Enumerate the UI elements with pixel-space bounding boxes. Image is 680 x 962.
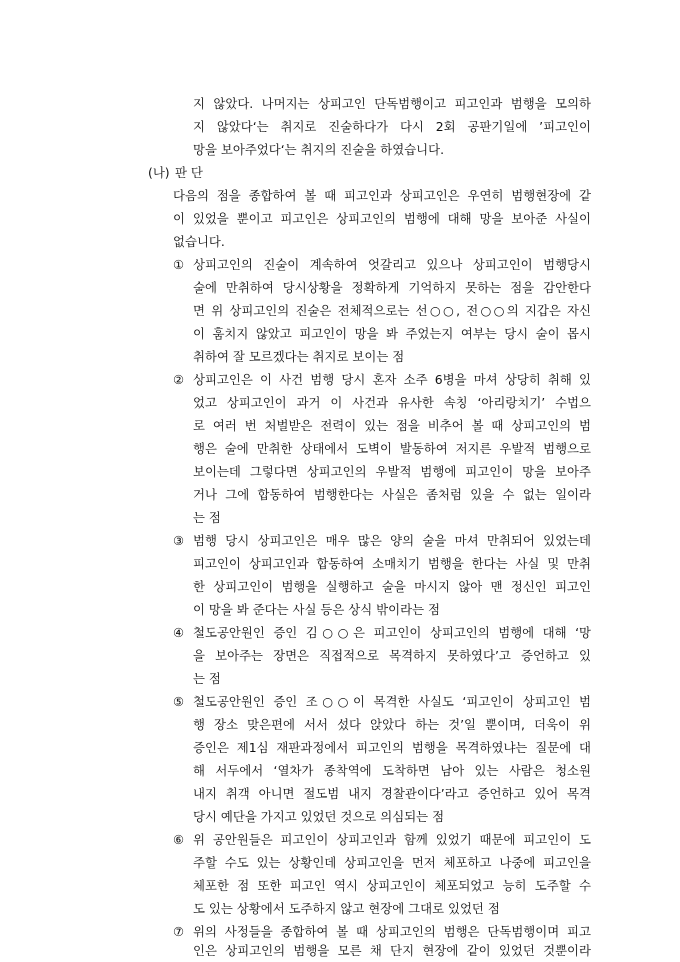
intro-line-2: 지 않았다‘는 취지로 진술하다가 다시 2회 공판기일에 ’피고인이 [193,119,591,134]
item-3-line-3: 한 상피고인이 범행을 실행하고 술을 마시지 않아 맨 정신인 피고인 [193,579,591,594]
item-5-line-5: 내지 취객 아니면 절도범 내지 경찰관이다’라고 증언하고 있어 목격 [193,786,591,801]
item-4-line-3: 는 점 [193,671,221,686]
item-3-line-4: 이 망을 봐 준다는 사실 등은 상식 밖이라는 점 [193,602,440,617]
item-2-line-4: 행은 술에 만취한 상태에서 도벽이 발동하여 저지른 우발적 범행으로 [193,441,591,456]
item-2-line-1: 상피고인은 이 사건 범행 당시 혼자 소주 6병을 마셔 상당히 취해 있 [193,372,591,387]
section-intro-line-3: 없습니다. [173,234,225,249]
item-5-line-3: 증인은 제1심 재판과정에서 피고인의 범행을 목격하였냐는 질문에 대 [193,740,591,755]
item-6-line-2: 주할 수도 있는 상황인데 상피고인을 먼저 체포하고 나중에 피고인을 [193,855,591,870]
item-4-line-1: 철도공안원인 증인 김○○은 피고인이 상피고인의 범행에 대해 ‘망 [193,625,591,640]
item-3-line-1: 범행 당시 상피고인은 매우 많은 양의 술을 마셔 만취되어 있었는데 [193,533,591,548]
item-1-line-5: 취하여 잘 모르겠다는 취지로 보이는 점 [193,349,405,364]
item-5-marker: ⑤ [173,694,185,709]
item-7-line-2: 인은 상피고인의 범행을 모른 채 단지 현장에 같이 있었던 것뿐이라 [193,943,591,958]
item-2-line-6: 거나 그에 합동하여 범행한다는 사실은 좀처럼 있을 수 없는 일이라 [193,487,591,502]
item-5-line-1: 철도공안원인 증인 조○○이 목격한 사실도 ‘피고인이 상피고인 범 [193,694,591,709]
item-2-marker: ② [173,372,185,387]
item-2-line-7: 는 점 [193,510,221,525]
section-intro-line-2: 이 있었을 뿐이고 피고인은 상피고인의 범행에 대해 망을 보아준 사실이 [173,211,591,226]
item-3-line-2: 피고인이 상피고인과 합동하여 소매치기 범행을 한다는 사실 및 만취 [193,556,591,571]
item-1-line-4: 이 훔치지 않았고 피고인이 망을 봐 주었는지 여부는 당시 술이 몹시 [193,326,591,341]
item-5-line-6: 당시 예단을 가지고 있었던 것으로 의심되는 점 [193,809,445,824]
item-5-line-2: 행 장소 맞은편에 서서 섰다 앉았다 하는 것’일 뿐이며, 더욱이 위 [193,717,591,732]
intro-line-3: 망을 보아주었다‘는 취지의 진술을 하였습니다. [193,142,445,157]
item-1-line-3: 면 위 상피고인의 진술은 전체적으로는 선○○, 전○○의 지갑은 자신 [193,303,591,318]
item-2-line-3: 로 여러 번 처벌받은 전력이 있는 점을 비추어 볼 때 상피고인의 범 [193,418,591,433]
item-6-line-3: 체포한 점 또한 피고인 역시 상피고인이 체포되었고 능히 도주할 수 [193,878,591,893]
item-3-marker: ③ [173,533,185,548]
item-7-line-1: 위의 사정들을 종합하여 볼 때 상피고인의 범행은 단독범행이며 피고 [193,924,591,939]
item-2-line-5: 보이는데 그렇다면 상피고인의 우발적 범행에 피고인이 망을 보아주 [193,464,591,479]
section-marker: (나) [148,165,170,180]
item-1-line-1: 상피고인의 진술이 계속하여 엇갈리고 있으나 상피고인이 범행당시 [193,257,591,272]
section-intro-line-1: 다음의 점을 종합하여 볼 때 피고인과 상피고인은 우연히 범행현장에 같 [173,188,591,203]
item-6-line-4: 도 있는 상황에서 도주하지 않고 현장에 그대로 있었던 점 [193,901,500,916]
section-title: 판 단 [175,165,203,180]
intro-line-1: 지 않았다. 나머지는 상피고인 단독범행이고 피고인과 범행을 모의하 [193,96,591,111]
item-1-marker: ① [173,257,185,272]
item-5-line-4: 해 서두에서 ‘열차가 종착역에 도착하면 남아 있는 사람은 청소원 [193,763,591,778]
item-6-marker: ⑥ [173,832,185,847]
item-1-line-2: 술에 만취하여 당시상황을 정확하게 기억하지 못하는 점을 감안한다 [193,280,591,295]
item-4-marker: ④ [173,625,185,640]
item-7-marker: ⑦ [173,924,185,939]
item-4-line-2: 을 보아주는 장면은 직접적으로 목격하지 못하였다’고 증언하고 있 [193,648,591,663]
item-2-line-2: 었고 상피고인이 과거 이 사건과 유사한 속칭 ‘아리랑치기’ 수법으 [193,395,591,410]
item-6-line-1: 위 공안원들은 피고인이 상피고인과 함께 있었기 때문에 피고인이 도 [193,832,591,847]
